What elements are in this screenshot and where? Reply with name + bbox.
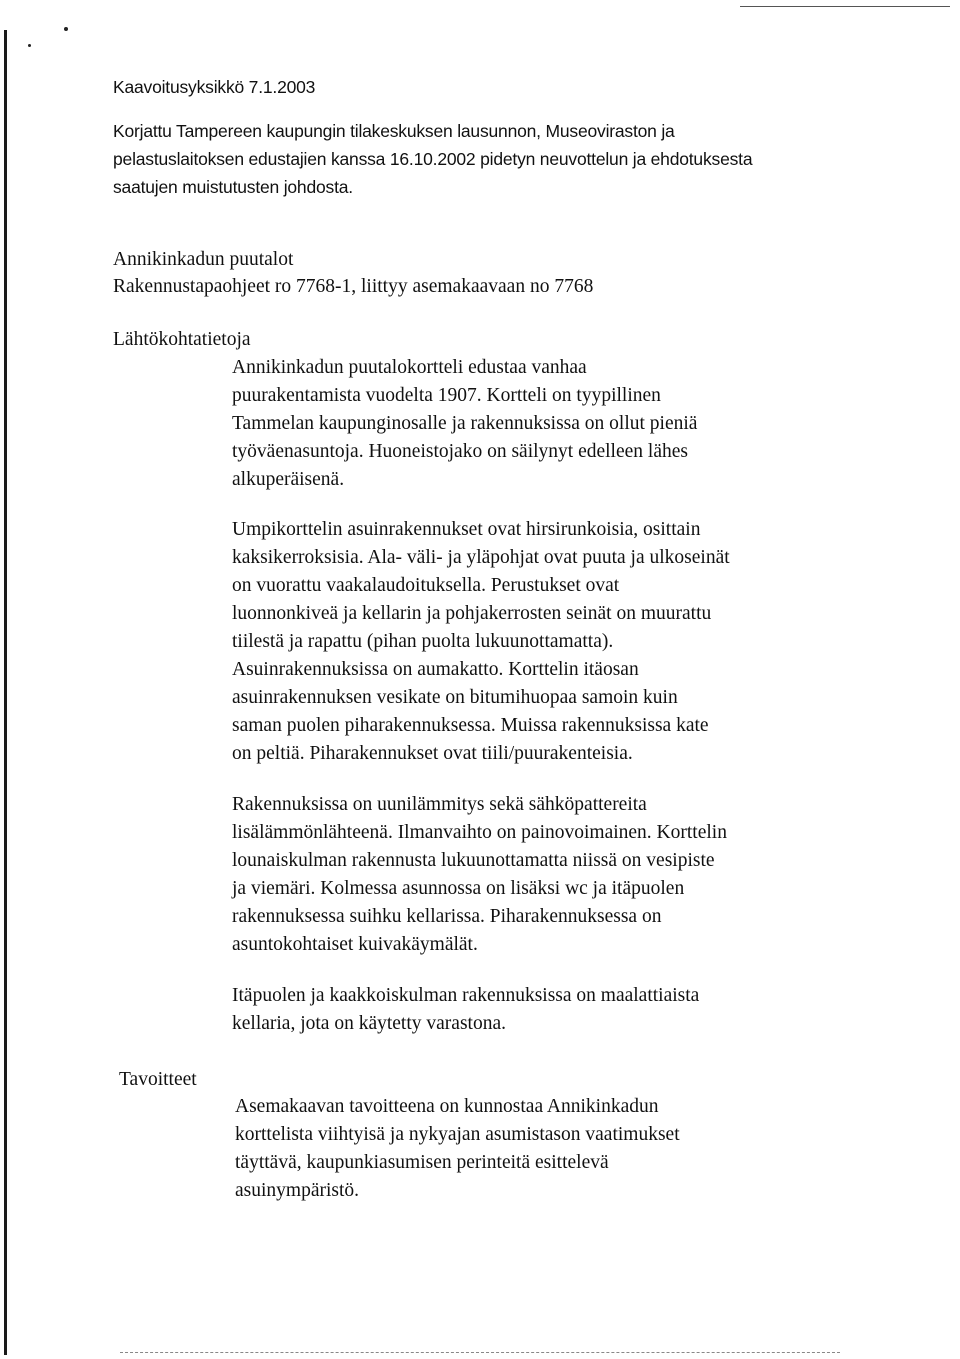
paragraph-line: työväenasuntoja. Huoneistojako on säilynyt edelleen lähes	[232, 441, 688, 462]
paragraph-line: Annikinkadun puutalokortteli edustaa vanhaa	[232, 357, 587, 378]
paragraph	[235, 1093, 680, 1205]
paragraph-line: rakennuksessa suihku kellarissa. Piharakennuksessa on	[232, 906, 662, 927]
paragraph-line: puurakentamista vuodelta 1907. Kortteli on tyypillinen	[232, 385, 661, 406]
paragraph-line: asuntokohtaiset kuivakäymälät.	[232, 934, 478, 955]
header-note-line: Korjattu Tampereen kaupungin tilakeskuksen lausunnon, Museoviraston ja	[113, 121, 675, 141]
paragraph-line: Tammelan kaupunginosalle ja rakennuksissa on ollut pieniä	[232, 413, 698, 434]
paragraph-line: asuinympäristö.	[235, 1180, 360, 1201]
paragraph-line: ja viemäri. Kolmessa asunnossa on lisäksi wc ja itäpuolen	[232, 878, 685, 899]
paragraph-line: kaksikerroksisia. Ala- väli- ja yläpohjat ovat puuta ja ulkoseinät	[232, 547, 730, 568]
paragraph	[232, 516, 730, 768]
paragraph-line: tiilestä ja rapattu (pihan puolta lukuunottamatta).	[232, 631, 614, 652]
header-date: Kaavoitusyksikkö 7.1.2003	[113, 77, 316, 97]
paragraph-line: Rakennuksissa on uunilämmitys sekä sähköpattereita	[232, 794, 647, 815]
paragraph-line: Umpikorttelin asuinrakennukset ovat hirsirunkoisia, osittain	[232, 519, 701, 540]
header-note	[113, 117, 752, 201]
paragraph-line: lisälämmönlähteenä. Ilmanvaihto on painovoimainen. Korttelin	[232, 822, 727, 843]
paragraph-line: Asuinrakennuksissa on aumakatto. Korttelin itäosan	[232, 659, 639, 680]
paragraph-line: luonnonkiveä ja kellarin ja pohjakerrosten seinät on muurattu	[232, 603, 712, 624]
scan-speck	[64, 27, 68, 31]
scan-speck	[28, 44, 31, 47]
document-title: Annikinkadun puutalot	[113, 249, 294, 270]
paragraph-line: kellaria, jota on käytetty varastona.	[232, 1013, 506, 1034]
paragraph-line: saman puolen piharakennuksessa. Muissa rakennuksissa kate	[232, 715, 709, 736]
header-note-line: saatujen muistutusten johdosta.	[113, 177, 353, 197]
paragraph-line: Asemakaavan tavoitteena on kunnostaa Annikinkadun	[235, 1096, 659, 1117]
paragraph-line: asuinrakennuksen vesikate on bitumihuopaa samoin kuin	[232, 687, 678, 708]
paragraph-line: täyttävä, kaupunkiasumisen perinteitä esittelevä	[235, 1152, 609, 1173]
paragraph	[232, 982, 699, 1038]
paragraph	[232, 354, 697, 494]
document-subtitle: Rakennustapaohjeet ro 7768-1, liittyy asemakaavaan no 7768	[113, 276, 594, 297]
section-label-tavoitteet: Tavoitteet	[119, 1069, 197, 1090]
scan-top-line	[740, 6, 950, 7]
scan-edge-line	[4, 30, 7, 1355]
scan-bottom-line	[120, 1352, 840, 1353]
paragraph-line: korttelista viihtyisä ja nykyajan asumistason vaatimukset	[235, 1124, 680, 1145]
paragraph-line: on vuorattu vaakalaudoituksella. Perustukset ovat	[232, 575, 620, 596]
paragraph-line: on peltiä. Piharakennukset ovat tiili/puurakenteisia.	[232, 743, 633, 764]
paragraph-line: alkuperäisenä.	[232, 469, 345, 490]
header-note-line: pelastuslaitoksen edustajien kanssa 16.10.2002 pidetyn neuvottelun ja ehdotuksesta	[113, 149, 753, 169]
section-label-lahtokohtatietoja: Lähtökohtatietoja	[113, 329, 251, 350]
paragraph-line: lounaiskulman rakennusta lukuunottamatta niissä on vesipiste	[232, 850, 715, 871]
paragraph-line: Itäpuolen ja kaakkoiskulman rakennuksissa on maalattiaista	[232, 985, 700, 1006]
paragraph	[232, 791, 727, 959]
